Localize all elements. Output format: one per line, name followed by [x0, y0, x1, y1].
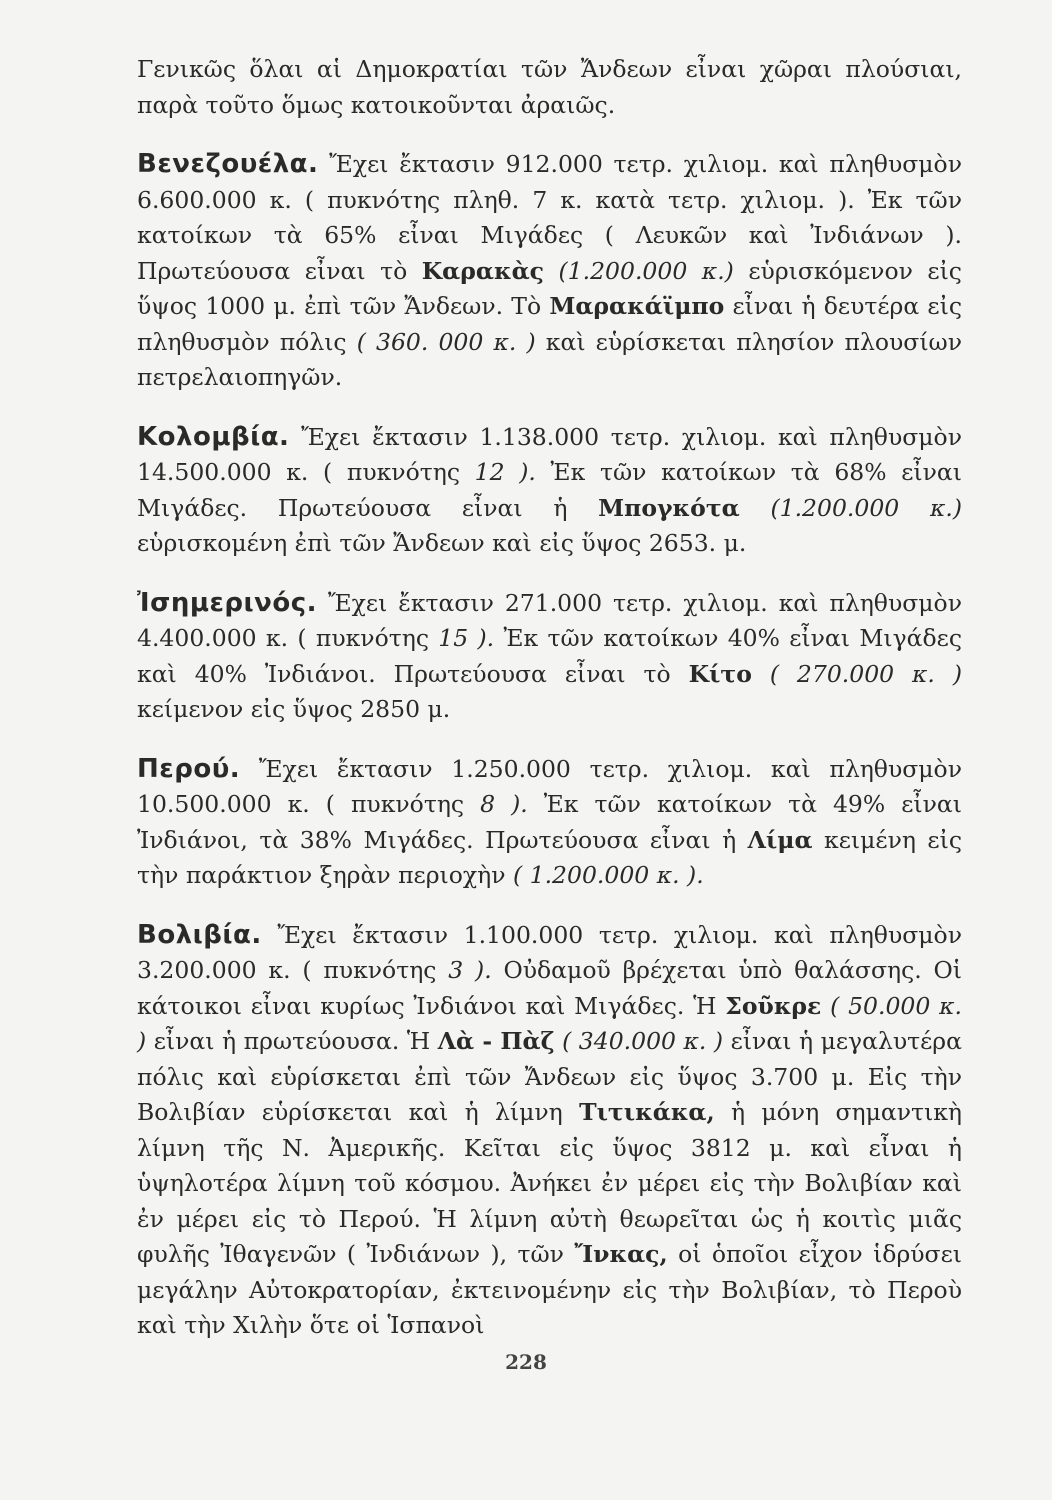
venezuela-text-3: εἶναι ἡ δευτέρα εἰς πληθυσμὸν πόλις [137, 292, 962, 356]
venezuela-capital: Καρακὰς [421, 256, 544, 285]
bolivia-text-2: Οὐδαμοῦ βρέχεται ὑπὸ θαλάσσης. Οἱ κάτοικοι εἶναι κυρίως Ἰνδιάνοι καὶ Μιγάδες. Ἡ [137, 956, 963, 1020]
bolivia-text-6: οἱ ὁποῖοι εἶχον ἱδρύσει μεγάλην Αὐτοκρατορίαν, ἐκτεινομένην εἰς τὴν Βολιβίαν, τὸ Περοὺ καὶ τὴν Χιλὴν ὅτε οἱ Ἱσπανοὶ [137, 1240, 962, 1339]
ecuador-text-1: Ἔχει ἔκτασιν 271.000 τετρ. χιλιομ. καὶ πληθυσμὸν 4.400.000 κ. ( πυκνότης [137, 588, 962, 652]
peru-heading: Περού. [137, 753, 241, 784]
colombia-density: 12 ). [474, 458, 536, 486]
peru-capital: Λίμα [747, 825, 813, 854]
ecuador-heading: Ἰσημερινός. [137, 587, 318, 618]
peru-text-1: Ἔχει ἔκτασιν 1.250.000 τετρ. χιλιομ. καὶ πληθυσμὸν 10.500.000 κ. ( πυκνότης [137, 754, 962, 818]
venezuela-capital-pop: (1.200.000 κ.) [543, 256, 734, 285]
ecuador-text-3: κείμενον εἰς ὕψος 2850 μ. [137, 695, 451, 723]
colombia-text-3: εὑρισκομένη ἐπὶ τῶν Ἄνδεων καὶ εἰς ὕψος 2653. μ. [137, 529, 747, 557]
ecuador-capital: Κίτο [688, 659, 752, 688]
bolivia-density: 3 ). [448, 956, 492, 984]
bolivia-city-2-pop: ( 340.000 κ. ) [554, 1027, 724, 1055]
venezuela-city-2: Μαρακάϊμπο [549, 292, 725, 320]
bolivia-capital-pop: ( 50.000 κ. ) [137, 991, 962, 1055]
page-number: 228 [505, 1350, 547, 1374]
ecuador-capital-pop: ( 270.000 κ. ) [751, 659, 962, 688]
intro-text: Γενικῶς ὅλαι αἱ Δημοκρατίαι τῶν Ἄνδεων εἶναι χῶραι πλούσιαι, παρὰ τοῦτο ὅμως κατοικοῦνται ἀραιῶς. [137, 55, 962, 119]
colombia-text-2: Ἐκ τῶν κατοίκων τὰ 68% εἶναι Μιγάδες. Πρωτεύουσα εἶναι ἡ [137, 458, 962, 522]
colombia-capital-pop: (1.200.000 κ.) [739, 493, 962, 522]
peru-text-3: κειμένη εἰς τὴν παράκτιον ξηρὰν περιοχὴν [137, 825, 962, 889]
bolivia-text-3: εἶναι ἡ πρωτεύουσα. Ἡ [146, 1027, 438, 1055]
colombia-text-1: Ἔχει ἔκτασιν 1.138.000 τετρ. χιλιομ. καὶ πληθυσμὸν 14.500.000 κ. ( πυκνότης [137, 422, 962, 486]
bolivia-lake: Τιτικάκα, [579, 1098, 715, 1126]
colombia-heading: Κολομβία. [137, 421, 290, 452]
bolivia-paragraph [137, 918, 962, 1344]
bolivia-tribe: Ἴνκας, [574, 1240, 668, 1268]
ecuador-text-2: Ἐκ τῶν κατοίκων 40% εἶναι Μιγάδες καὶ 40% Ἰνδιάνοι. Πρωτεύουσα εἶναι τὸ [137, 624, 962, 688]
bolivia-heading: Βολιβία. [137, 919, 262, 950]
peru-capital-pop: ( 1.200.000 κ. ). [512, 861, 704, 889]
peru-density: 8 ). [480, 790, 528, 818]
bolivia-city-2: Λὰ - Πὰζ [437, 1027, 555, 1055]
colombia-paragraph [137, 420, 962, 562]
peru-text-2: Ἐκ τῶν κατοίκων τὰ 49% εἶναι Ἰνδιάνοι, τὰ 38% Μιγάδες. Πρωτεύουσα εἶναι ἡ [137, 790, 962, 854]
venezuela-text-4: καὶ εὑρίσκεται πλησίον πλουσίων πετρελαιοπηγῶν. [137, 327, 963, 391]
colombia-capital: Μπογκότα [598, 493, 740, 522]
venezuela-city-2-pop: ( 360. 000 κ. ) [356, 327, 536, 356]
venezuela-text-2: εὑρισκόμενον εἰς ὕψος 1000 μ. ἐπὶ τῶν Ἄνδεων. Τὸ [137, 256, 962, 320]
ecuador-density: 15 ). [438, 624, 495, 652]
intro-paragraph [137, 52, 962, 123]
venezuela-paragraph [137, 147, 962, 396]
bolivia-text-5: ἡ μόνη σημαντικὴ λίμνη τῆς Ν. Ἀμερικῆς. Κεῖται εἰς ὕψος 3812 μ. καὶ εἶναι ἡ ὑψηλοτέρα λίμνη τοῦ κόσμου. Ἀνήκει ἐν μέρει εἰς τὴν Βολιβίαν καὶ ἐν μέρει εἰς τὸ Περού. Ἡ λίμνη αὐτὴ θεωρεῖται ὡς ἡ κοιτὶς μιᾶς φυλῆς Ἰθαγενῶν ( Ἰνδιάνων ), τῶν [137, 1098, 963, 1268]
bolivia-capital: Σοῦκρε [725, 991, 822, 1020]
bolivia-text-1: Ἔχει ἔκτασιν 1.100.000 τετρ. χιλιομ. καὶ πληθυσμὸν 3.200.000 κ. ( πυκνότης [137, 920, 962, 984]
venezuela-heading: Βενεζουέλα. [137, 149, 319, 179]
peru-paragraph [137, 752, 962, 894]
bolivia-text-4: εἶναι ἡ μεγαλυτέρα πόλις καὶ εὑρίσκεται ἐπὶ τῶν Ἄνδεων εἰς ὕψος 3.700 μ. Εἰς τὴν Βολιβίαν εὑρίσκεται καὶ ἡ λίμνη [137, 1027, 962, 1126]
venezuela-text-1: Ἔχει ἔκτασιν 912.000 τετρ. χιλιομ. καὶ πληθυσμὸν 6.600.000 κ. ( πυκνότης πληθ. 7 κ. κατὰ τετρ. χιλιομ. ). Ἐκ τῶν κατοίκων τὰ 65% εἶναι Μιγάδες ( Λευκῶν καὶ Ἰνδιάνων ). Πρωτεύουσα εἶναι τὸ [137, 150, 962, 285]
ecuador-paragraph [137, 586, 962, 728]
